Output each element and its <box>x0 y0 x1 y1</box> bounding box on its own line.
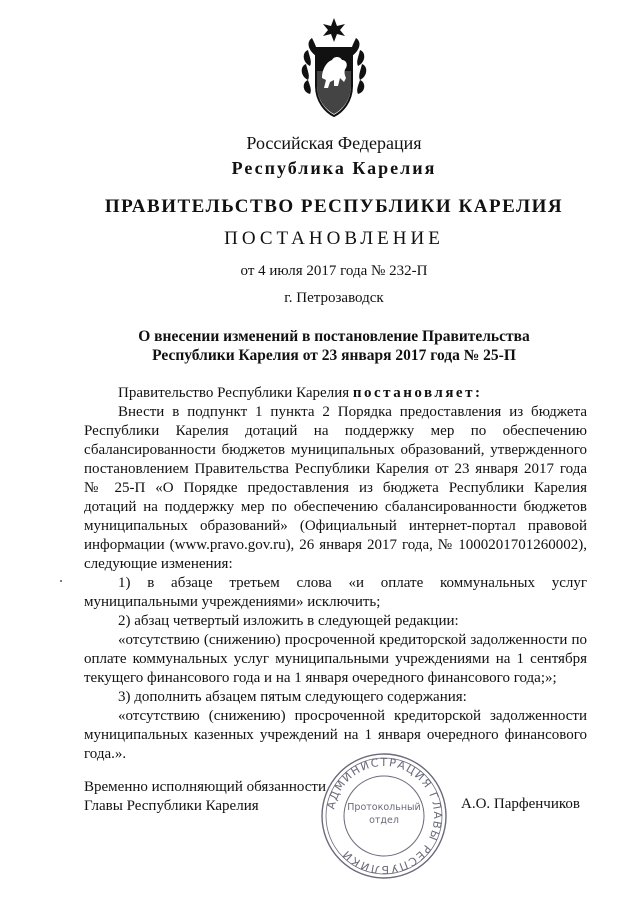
stamp-center-line-1: Протокольный <box>347 802 421 813</box>
list-item-2: 2) абзац четвертый изложить в следующей редакции: <box>118 613 459 629</box>
document-body <box>84 384 587 764</box>
stamp-center-line-2: отдел <box>369 815 399 826</box>
preamble-text: Правительство Республики Карелия <box>118 385 353 401</box>
list-item-3: 3) дополнить абзацем пятым следующего содержания: <box>118 689 467 705</box>
round-stamp <box>318 750 450 882</box>
government-heading: ПРАВИТЕЛЬСТВО РЕСПУБЛИКИ КАРЕЛИЯ <box>104 196 564 217</box>
preamble-paragraph <box>84 384 587 403</box>
star-icon <box>323 18 345 42</box>
title-line-1: О внесении изменений в постановление Правительства <box>138 328 530 345</box>
list-item-2-text: «отсутствию (снижению) просроченной кредиторской задолженности по оплате коммунальных услуг муниципальными учреждениями на 1 сентября текущего финансового года и на 1 января очередного финансового года;»; <box>84 632 587 686</box>
signatory-position <box>84 778 326 816</box>
document-type-heading: ПОСТАНОВЛЕНИЕ <box>224 228 444 249</box>
preamble-decree-word: постановляет: <box>352 385 483 401</box>
federation-heading: Российская Федерация <box>246 133 422 153</box>
title-line-2: Республики Карелия от 23 января 2017 года № 25-П <box>152 347 516 364</box>
stamp-ring-text: АДМИНИСТРАЦИЯ ГЛАВЫ РЕСПУБЛИКИ <box>324 755 445 877</box>
scan-speck <box>60 580 62 582</box>
document-title <box>0 327 640 365</box>
document-date-number: от 4 июля 2017 года № 232-П <box>240 263 428 279</box>
signatory-position-line-2: Главы Республики Карелия <box>84 798 259 814</box>
republic-heading: Республика Карелия <box>231 158 437 178</box>
list-item-1: 1) в абзаце третьем слова «и оплате коммунальных услуг муниципальными учреждениями» исключить; <box>84 575 587 610</box>
document-city: г. Петрозаводск <box>284 290 384 306</box>
list-item-3-text: «отсутствию (снижению) просроченной кредиторской задолженности муниципальных казенных учреждений на 1 января очередного финансового года.». <box>84 708 587 762</box>
signatory-name: А.О. Парфенчиков <box>461 796 580 812</box>
paragraph-main: Внести в подпункт 1 пункта 2 Порядка предоставления из бюджета Республики Карелия дотаций на поддержку мер по обеспечению сбалансированности бюджетов муниципальных образований, утвержденного постановлением Правительства Республики Карелия от 23 января 2017 года № 25-П «О Порядке предоставления из бюджета Республики Карелия дотаций на поддержку мер по обеспечению сбалансированности бюджетов муниципальных образований» (Официальный интернет-портал правовой информации (www.pravo.gov.ru), 26 января 2017 года, № 1000201701260002), следующие изменения: <box>84 404 587 572</box>
coat-of-arms-emblem <box>300 16 368 122</box>
signatory-position-line-1: Временно исполняющий обязанности <box>84 779 327 795</box>
